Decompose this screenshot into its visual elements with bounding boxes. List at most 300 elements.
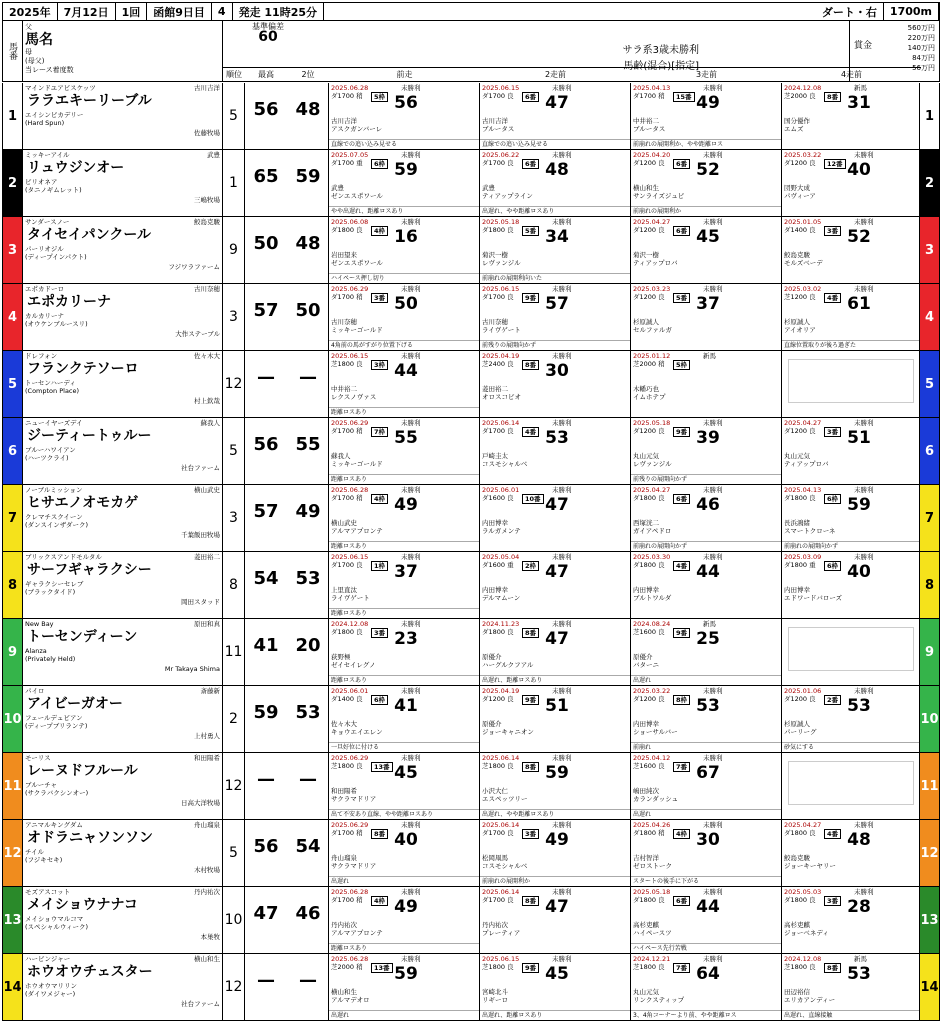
race-date: 2025.04.26	[633, 821, 671, 829]
past-race-4[interactable]	[782, 150, 921, 216]
horse-info	[23, 753, 223, 819]
race-comment: 出遅れ、距離ロスあり	[480, 675, 630, 684]
horse-row[interactable]	[2, 954, 940, 1021]
race-jockey: 杉原誠人	[784, 720, 810, 728]
jockey-name: 原田和真	[194, 620, 220, 628]
horse-number: 3	[3, 217, 23, 283]
past-race-3[interactable]	[631, 83, 782, 149]
race-course: ダ1800 良	[784, 896, 816, 904]
past-race-1[interactable]	[329, 552, 480, 618]
past-race-3[interactable]	[631, 619, 782, 685]
past-race-3[interactable]	[631, 351, 782, 417]
race-comment: 前崩れの展開向かず	[782, 541, 920, 550]
race-course: ダ1200 良	[633, 159, 665, 167]
gate-badge: 6枠	[824, 561, 841, 571]
past-race-2[interactable]	[480, 150, 631, 216]
race-date: 2025.06.29	[331, 285, 369, 293]
breeder-name: 岡田スタッド	[181, 598, 220, 606]
race-class: 未勝利	[552, 821, 572, 829]
prize-4: 84万円	[912, 54, 935, 62]
past-race-2[interactable]	[480, 753, 631, 819]
bms-label: (ディープインパクト)	[25, 253, 87, 261]
horse-row[interactable]	[2, 351, 940, 418]
race-course: ダ1800 良	[633, 561, 665, 569]
race-comment: 距離ロスあり	[329, 474, 479, 483]
race-comment: 一旦好位に付ける	[329, 742, 479, 751]
gate-badge: 8番	[824, 963, 841, 973]
horse-row[interactable]	[2, 217, 940, 284]
race-class: 未勝利	[401, 821, 421, 829]
race-course: ダ1700 稍	[331, 896, 363, 904]
race-score: 28	[847, 897, 871, 917]
past-race-3[interactable]	[631, 820, 782, 886]
race-jockey: 松岡凧馬	[482, 854, 508, 862]
breeder-name: 社台ファーム	[181, 1000, 220, 1008]
horse-row[interactable]	[2, 552, 940, 619]
past-race-3[interactable]	[631, 150, 782, 216]
breeder-name: 木村牧場	[194, 866, 220, 874]
race-course: 芝1800 良	[784, 963, 816, 971]
past-race-3[interactable]	[631, 284, 782, 350]
past-race-4[interactable]	[782, 351, 921, 417]
race-course: ダ1700 良	[482, 829, 514, 837]
bms-label: (オウケンブルースリ)	[25, 320, 88, 328]
rating-rank: 12	[223, 753, 245, 819]
race-course: 芝1800 良	[331, 360, 363, 368]
race-score: 30	[696, 830, 720, 850]
race-jockey: 団野大成	[784, 184, 810, 192]
best-rating: 57	[253, 501, 279, 522]
race-date: 2025.06.15	[482, 955, 520, 963]
horse-number: 13	[3, 887, 23, 953]
horse-number-right: 9	[919, 619, 939, 685]
race-comment: 砂気にする	[782, 742, 920, 751]
race-jockey: 内田博幸	[633, 720, 659, 728]
race-class: 未勝利	[552, 955, 572, 963]
race-winner: ジョーキーヤリー	[784, 862, 836, 870]
race-comment: 距離ロスあり	[329, 675, 479, 684]
race-class: 未勝利	[401, 687, 421, 695]
race-class: 未勝利	[854, 821, 874, 829]
race-jockey: 原優介	[633, 653, 653, 661]
rating-rank: 3	[223, 485, 245, 551]
second-rating: 55	[295, 434, 321, 455]
race-winner: カランダッシュ	[633, 795, 679, 803]
race-winner: パヴィーア	[784, 192, 816, 200]
past-race-3[interactable]	[631, 887, 782, 953]
race-jockey: 嶋田純次	[633, 787, 659, 795]
past-race-3[interactable]	[631, 552, 782, 618]
rating-block	[245, 820, 329, 886]
race-jockey: 内田博幸	[784, 586, 810, 594]
past-race-3[interactable]	[631, 418, 782, 484]
rating-block	[245, 954, 329, 1020]
race-course: ダ1200 良	[784, 427, 816, 435]
bms-label: (Privately Held)	[25, 655, 76, 663]
horse-row[interactable]	[2, 820, 940, 887]
race-course: ダ1800 良	[482, 226, 514, 234]
past-race-2[interactable]	[480, 686, 631, 752]
race-date: 2025.06.15	[482, 285, 520, 293]
gate-badge: 9番	[673, 427, 690, 437]
past-race-4[interactable]	[782, 686, 921, 752]
race-score: 49	[394, 897, 418, 917]
race-jockey: 高杉吏麒	[784, 921, 810, 929]
race-jockey: 原優介	[482, 720, 502, 728]
gate-badge: 4枠	[371, 494, 388, 504]
breeder-name: 日高大洋牧場	[181, 799, 220, 807]
rating-block	[245, 753, 329, 819]
horse-row[interactable]	[2, 619, 940, 686]
horse-name[interactable]: フランクテソーロ	[27, 361, 139, 377]
race-score: 59	[394, 964, 418, 984]
horse-number-right: 6	[919, 418, 939, 484]
past-race-2[interactable]	[480, 820, 631, 886]
race-jockey: 岩田望来	[331, 251, 357, 259]
past-race-1[interactable]	[329, 150, 480, 216]
race-class: 未勝利	[401, 84, 421, 92]
col-second: 2位	[287, 67, 329, 81]
past-race-1[interactable]	[329, 954, 480, 1020]
past-race-2[interactable]	[480, 485, 631, 551]
race-class: 未勝利	[552, 218, 572, 226]
past-race-1[interactable]	[329, 619, 480, 685]
past-race-2[interactable]	[480, 619, 631, 685]
horse-info	[23, 217, 223, 283]
rating-rank: 3	[223, 284, 245, 350]
race-winner: ミッキーゴールド	[331, 326, 383, 334]
race-score: 31	[847, 93, 871, 113]
horse-row[interactable]	[2, 150, 940, 217]
legend	[23, 21, 223, 81]
dam-label: カルカリーナ	[25, 312, 64, 320]
past-race-4[interactable]	[782, 552, 921, 618]
past-race-3[interactable]	[631, 217, 782, 283]
past-race-3[interactable]	[631, 753, 782, 819]
horse-row[interactable]	[2, 686, 940, 753]
past-race-2[interactable]	[480, 83, 631, 149]
dam-name	[25, 245, 87, 261]
gate-badge: 6枠	[371, 695, 388, 705]
race-winner: サクラマドリア	[331, 862, 377, 870]
bms-label: (ダイワメジャー)	[25, 990, 76, 998]
race-class: 未勝利	[854, 687, 874, 695]
horse-number: 7	[3, 485, 23, 551]
race-jockey: 中井裕二	[633, 117, 659, 125]
horse-name[interactable]: アイビーガオー	[27, 696, 123, 712]
jockey-name: 蘇我人	[200, 419, 220, 427]
race-class: 未勝利	[552, 620, 572, 628]
race-date: 2025.03.02	[784, 285, 822, 293]
race-jockey: 上里直汰	[331, 586, 357, 594]
race-score: 46	[696, 495, 720, 515]
gate-badge: 4枠	[371, 896, 388, 906]
past-race-2[interactable]	[480, 887, 631, 953]
horse-info	[23, 83, 223, 149]
past-race-1[interactable]	[329, 887, 480, 953]
past-race-1[interactable]	[329, 418, 480, 484]
horse-name[interactable]: レーヌドフルール	[27, 763, 138, 779]
gate-badge: 4枠	[371, 226, 388, 236]
race-comment: 出遅れ	[329, 1010, 479, 1019]
past-race-1[interactable]	[329, 753, 480, 819]
best-rating: 50	[253, 233, 279, 254]
race-course: ダ1400 良	[784, 226, 816, 234]
race-score: 52	[847, 227, 871, 247]
race-jockey: 武豊	[331, 184, 344, 192]
past-race-2[interactable]	[480, 418, 631, 484]
past-race-1[interactable]	[329, 820, 480, 886]
race-class: 未勝利	[703, 151, 723, 159]
horse-row[interactable]	[2, 418, 940, 485]
dam-label: パーリオジル	[25, 245, 64, 253]
past-race-1[interactable]	[329, 351, 480, 417]
gate-badge: 6番	[522, 92, 539, 102]
race-score: 39	[696, 428, 720, 448]
race-winner: ジョーベネディ	[784, 929, 829, 937]
sire-name: マインドユアビスケッツ	[25, 84, 96, 92]
second-rating: 20	[295, 635, 321, 656]
horse-name[interactable]: リュウジンオー	[27, 160, 125, 176]
horse-name[interactable]: トーセンディーン	[27, 629, 138, 645]
past-race-2[interactable]	[480, 351, 631, 417]
race-score: 40	[394, 830, 418, 850]
second-rating: 50	[295, 300, 321, 321]
horse-name[interactable]: ホウオウチェスター	[27, 964, 153, 980]
race-date: 2025.04.13	[784, 486, 822, 494]
race-class: 未勝利	[552, 352, 572, 360]
jockey-name: 丹内祐次	[194, 888, 220, 896]
race-score: 16	[394, 227, 418, 247]
race-date: 2025.03.09	[784, 553, 822, 561]
race-comment: 前崩れの展開向かず	[631, 541, 781, 550]
past-race-1[interactable]	[329, 83, 480, 149]
race-course: ダ1800 良	[784, 829, 816, 837]
best-rating: —	[257, 367, 275, 388]
horse-info	[23, 954, 223, 1020]
race-course: 芝2000 良	[784, 92, 816, 100]
race-class: 未勝利	[703, 821, 723, 829]
past-race-3[interactable]	[631, 485, 782, 551]
race-class: 未勝利	[703, 754, 723, 762]
race-comment: 出遅れ、距離ロスあり	[480, 1010, 630, 1019]
dam-label: トーセンハーディ	[25, 379, 76, 387]
horse-name[interactable]: オドラニャソンソン	[27, 830, 153, 846]
gate-badge: 13番	[371, 963, 393, 973]
race-score: 44	[696, 562, 720, 582]
gate-badge: 7番	[673, 762, 690, 772]
best-rating: 56	[253, 434, 279, 455]
horse-row[interactable]	[2, 887, 940, 954]
race-date: 2025.04.27	[633, 486, 671, 494]
race-class: 新馬	[703, 352, 716, 360]
jockey-name: 菱田裕二	[194, 553, 220, 561]
horse-row[interactable]	[2, 83, 940, 150]
race-jockey: 武豊	[482, 184, 495, 192]
best-rating: 59	[253, 702, 279, 723]
horse-number-right: 5	[919, 351, 939, 417]
race-score: 45	[545, 964, 569, 984]
rating-block	[245, 150, 329, 216]
col-prev: 前走	[329, 67, 480, 81]
race-winner: ミッキーゴールド	[331, 460, 383, 468]
sire-name: サンダースノー	[25, 218, 70, 226]
race-class: 未勝利	[854, 218, 874, 226]
past-race-1[interactable]	[329, 485, 480, 551]
past-race-4[interactable]	[782, 753, 921, 819]
race-jockey: 西塚洸二	[633, 519, 659, 527]
rating-rank: 12	[223, 351, 245, 417]
second-rating: 53	[295, 568, 321, 589]
second-rating: —	[299, 367, 317, 388]
race-date: 2025.01.05	[784, 218, 822, 226]
past-race-3[interactable]	[631, 954, 782, 1020]
bms-label: (ブラックタイド)	[25, 588, 76, 596]
race-title-bar	[3, 3, 939, 21]
past-race-4[interactable]	[782, 83, 921, 149]
past-race-2[interactable]	[480, 217, 631, 283]
past-race-2[interactable]	[480, 284, 631, 350]
past-race-4[interactable]	[782, 954, 921, 1020]
horse-name[interactable]: エポカリーナ	[27, 294, 111, 310]
race-score: 53	[847, 696, 871, 716]
race-score: 47	[545, 629, 569, 649]
past-race-2[interactable]	[480, 954, 631, 1020]
race-class: 未勝利	[703, 285, 723, 293]
race-course: ダ1200 良	[633, 293, 665, 301]
race-jockey: 丸山元気	[633, 452, 659, 460]
race-winner: イムホテプ	[633, 393, 666, 401]
race-date: 2025.06.28	[331, 84, 369, 92]
prize-3: 140万円	[907, 44, 935, 52]
race-date: 2025.01.06	[784, 687, 822, 695]
breeder-name: 社台ファーム	[181, 464, 220, 472]
race-class: 未勝利	[703, 687, 723, 695]
horse-name[interactable]: タイセイパンクール	[27, 227, 152, 243]
race-score: 55	[394, 428, 418, 448]
horse-row[interactable]	[2, 284, 940, 351]
race-comment: ハイペース押し切り	[329, 273, 479, 282]
race-date: 2025.06.29	[331, 821, 369, 829]
dam-label: Alanza	[25, 647, 47, 655]
gate-badge: 7枠	[371, 427, 388, 437]
race-course: ダ1700 良	[482, 92, 514, 100]
gate-badge: 8番	[371, 829, 388, 839]
past-race-4[interactable]	[782, 820, 921, 886]
race-winner: ゼロストーク	[633, 862, 672, 870]
race-date: 2025.04.20	[633, 151, 671, 159]
legend-dam: 母	[25, 48, 32, 56]
breeder-name: Mr Takaya Shima	[164, 665, 220, 673]
race-score: 47	[545, 897, 569, 917]
past-race-4[interactable]	[782, 485, 921, 551]
race-class: 未勝利	[401, 955, 421, 963]
past-race-1[interactable]	[329, 284, 480, 350]
past-race-4[interactable]	[782, 619, 921, 685]
race-course: ダ1700 稍	[331, 494, 363, 502]
horse-name[interactable]: サーフギャラクシー	[27, 562, 152, 578]
race-winner: コスモシャルベ	[482, 460, 528, 468]
race-score: 47	[545, 93, 569, 113]
dam-name	[25, 312, 88, 328]
horse-name[interactable]: ララエキーリーブル	[27, 93, 152, 109]
rating-block	[245, 686, 329, 752]
race-score: 59	[545, 763, 569, 783]
race-date: 2024.08.24	[633, 620, 671, 628]
race-winner: ゼンエスポワール	[331, 259, 383, 267]
bms-label: (ハーツクライ)	[25, 454, 69, 462]
horse-name[interactable]: ヒサエノオモカゲ	[27, 495, 139, 511]
jockey-name: 古川吉洋	[194, 84, 220, 92]
race-jockey: 内田博幸	[633, 586, 659, 594]
sire-name: ニューイヤーズデイ	[25, 419, 83, 427]
race-winner: レクスノヴァス	[331, 393, 377, 401]
race-score: 30	[545, 361, 569, 381]
horse-info	[23, 351, 223, 417]
gate-badge: 9番	[522, 695, 539, 705]
race-jockey: 菊沢一樹	[482, 251, 508, 259]
dam-label: メイショウマルコマ	[25, 915, 84, 923]
horse-row[interactable]	[2, 485, 940, 552]
rating-rank: 5	[223, 820, 245, 886]
gate-badge: 3枠	[371, 360, 388, 370]
empty-race-slot	[788, 761, 914, 805]
sire-name: ミッキーアイル	[25, 151, 70, 159]
race-class: 未勝利	[401, 218, 421, 226]
jockey-name: 和田陽希	[194, 754, 220, 762]
race-course: ダ1700 良	[331, 561, 363, 569]
gate-badge: 5枠	[371, 92, 388, 102]
past-race-3[interactable]	[631, 686, 782, 752]
best-rating: 56	[253, 836, 279, 857]
race-jockey: 鮫島克駿	[784, 251, 810, 259]
past-race-4[interactable]	[782, 887, 921, 953]
horse-name[interactable]: メイショウナナコ	[27, 897, 138, 913]
past-race-4[interactable]	[782, 217, 921, 283]
gate-badge: 6番	[673, 159, 690, 169]
horse-row[interactable]	[2, 753, 940, 820]
race-jockey: 丸山元気	[633, 988, 659, 996]
col-best: 最高	[245, 67, 287, 81]
gate-badge: 1枠	[371, 561, 388, 571]
past-race-1[interactable]	[329, 217, 480, 283]
race-score: 25	[696, 629, 720, 649]
race-class: 未勝利	[703, 419, 723, 427]
race-date: 2025.05.04	[482, 553, 520, 561]
race-date: 2025.06.15	[331, 352, 369, 360]
horse-name[interactable]: ジーティートゥルー	[27, 428, 152, 444]
race-jockey: 内田博幸	[482, 586, 508, 594]
past-race-2[interactable]	[480, 552, 631, 618]
past-race-1[interactable]	[329, 686, 480, 752]
race-comment: 出遅れ、やや距離ロスあり	[480, 809, 630, 818]
race-jockey: 古川奈穂	[482, 318, 508, 326]
past-race-4[interactable]	[782, 284, 921, 350]
round: 1回	[116, 3, 148, 20]
horse-number-right: 1	[919, 83, 939, 149]
horse-info	[23, 418, 223, 484]
gate-badge: 10番	[522, 494, 544, 504]
race-comment: 直線位置取りが後ろ過ぎた	[782, 340, 920, 349]
date: 7月12日	[58, 3, 116, 20]
race-course: ダ1800 重	[784, 561, 816, 569]
race-comment: 前崩れの展開利か	[631, 206, 781, 215]
race-course: ダ1200 良	[633, 427, 665, 435]
race-winner: ジョーキャニオン	[482, 728, 534, 736]
gate-badge: 2枠	[522, 561, 539, 571]
past-race-4[interactable]	[782, 418, 921, 484]
race-course: ダ1700 稍	[331, 427, 363, 435]
